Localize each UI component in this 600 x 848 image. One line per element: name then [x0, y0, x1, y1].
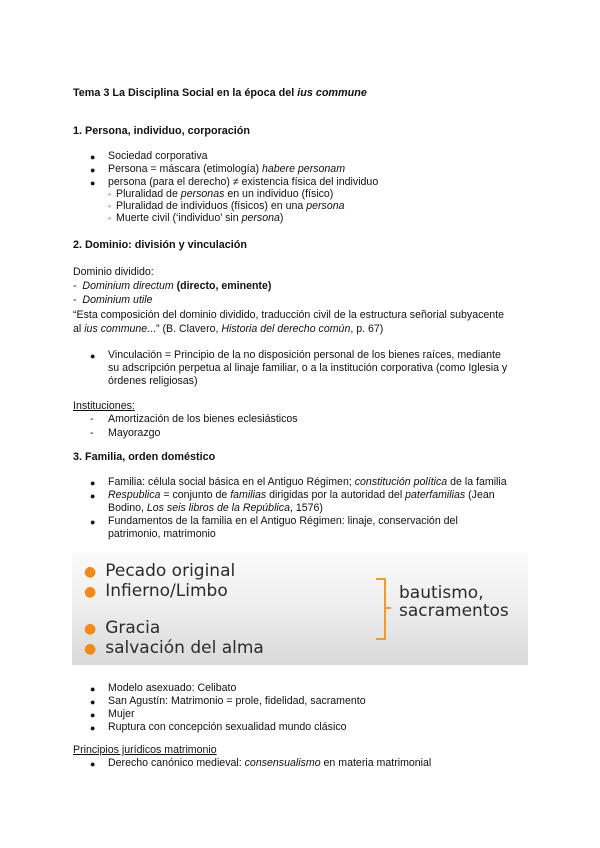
slide-right-line: sacramentos	[399, 601, 509, 621]
list-item: Sociedad corporativa	[108, 150, 208, 162]
section-2-heading: 2. Dominio: división y vinculación	[73, 239, 247, 251]
sub-bullet-icon: ◦	[108, 189, 112, 199]
section-3-heading: 3. Familia, orden doméstico	[73, 451, 216, 463]
slide-item: ● Pecado original	[84, 561, 236, 581]
dash-icon: -	[90, 413, 94, 425]
dominio-label: Dominio dividido:	[73, 266, 154, 278]
bullet-icon: ●	[90, 684, 96, 694]
list-item-continuation: patrimonio, matrimonio	[108, 528, 216, 540]
list-item: - Dominium utile	[73, 294, 153, 306]
orange-bullet-icon: ●	[84, 584, 97, 600]
sub-bullet-icon: ◦	[108, 213, 112, 223]
bullet-icon: ●	[90, 351, 96, 361]
sub-list-item: Pluralidad de personas en un individuo (físico)	[116, 188, 334, 200]
list-item: persona (para el derecho) ≠ existencia física del individuo	[108, 176, 379, 188]
slide-image	[72, 552, 528, 665]
quote-line: “Esta composición del dominio dividido, traducción civil de la estructura señorial subyacente	[73, 309, 505, 321]
dash-icon: -	[90, 427, 94, 439]
bullet-icon: ●	[90, 478, 96, 488]
paragraph-line: órdenes religiosas)	[108, 375, 198, 387]
bullet-icon: ●	[90, 697, 96, 707]
bullet-icon: ●	[90, 517, 96, 527]
slide-item: ● Gracia	[84, 618, 161, 638]
paragraph-line: Vinculación = Principio de la no disposición personal de los bienes raíces, mediante	[108, 349, 501, 361]
orange-bullet-icon: ●	[84, 621, 97, 637]
bullet-icon: ●	[90, 152, 96, 162]
bullet-icon: ●	[90, 710, 96, 720]
list-item: Ruptura con concepción sexualidad mundo clásico	[108, 721, 347, 733]
list-item: Mujer	[108, 708, 135, 720]
list-item: Respublica = conjunto de familias dirigidas por la autoridad del paterfamilias (Jean	[108, 489, 495, 501]
orange-bullet-icon: ●	[84, 564, 97, 580]
sub-bullet-icon: ◦	[108, 201, 112, 211]
slide-item: ● Infierno/Limbo	[84, 581, 228, 601]
quote-line: al ius commune...” (B. Clavero, Historia del derecho común, p. 67)	[73, 323, 384, 335]
orange-bullet-icon: ●	[84, 641, 97, 657]
list-item: Familia: célula social básica en el Antiguo Régimen; constitución política de la familia	[108, 476, 507, 488]
list-item: Persona = máscara (etimología) habere personam	[108, 163, 346, 175]
list-item: Modelo asexuado: Celibato	[108, 682, 237, 694]
paragraph-line: su adscripción perpetua al linaje familiar, o a la institución corporativa (como Iglesia y	[108, 362, 508, 374]
bullet-icon: ●	[90, 491, 96, 501]
instituciones-label: Instituciones:	[73, 400, 135, 412]
list-item: Fundamentos de la familia en el Antiguo Régimen: linaje, conservación del	[108, 515, 458, 527]
slide-item: ● salvación del alma	[84, 638, 264, 658]
list-item: Mayorazgo	[108, 427, 161, 439]
bullet-icon: ●	[90, 178, 96, 188]
list-item: Amortización de los bienes eclesiásticos	[108, 413, 298, 425]
bullet-icon: ●	[90, 759, 96, 769]
section-1-heading: 1. Persona, individuo, corporación	[73, 125, 250, 137]
list-item: Derecho canónico medieval: consensualismo en materia matrimonial	[108, 757, 432, 769]
list-item: San Agustín: Matrimonio = prole, fidelidad, sacramento	[108, 695, 366, 707]
list-item: - Dominium directum (directo, eminente)	[73, 280, 272, 292]
slide-right-line: bautismo,	[399, 583, 484, 603]
list-item-continuation: Bodino, Los seis libros de la República, 1576)	[108, 502, 323, 514]
sub-list-item: Muerte civil (‘individuo’ sin persona)	[116, 212, 284, 224]
bullet-icon: ●	[90, 165, 96, 175]
principios-label: Principios jurídicos matrimonio	[73, 744, 217, 756]
bullet-icon: ●	[90, 723, 96, 733]
document-title: Tema 3 La Disciplina Social en la época del ius commune	[73, 87, 367, 99]
sub-list-item: Pluralidad de individuos (físicos) en una persona	[116, 200, 345, 212]
